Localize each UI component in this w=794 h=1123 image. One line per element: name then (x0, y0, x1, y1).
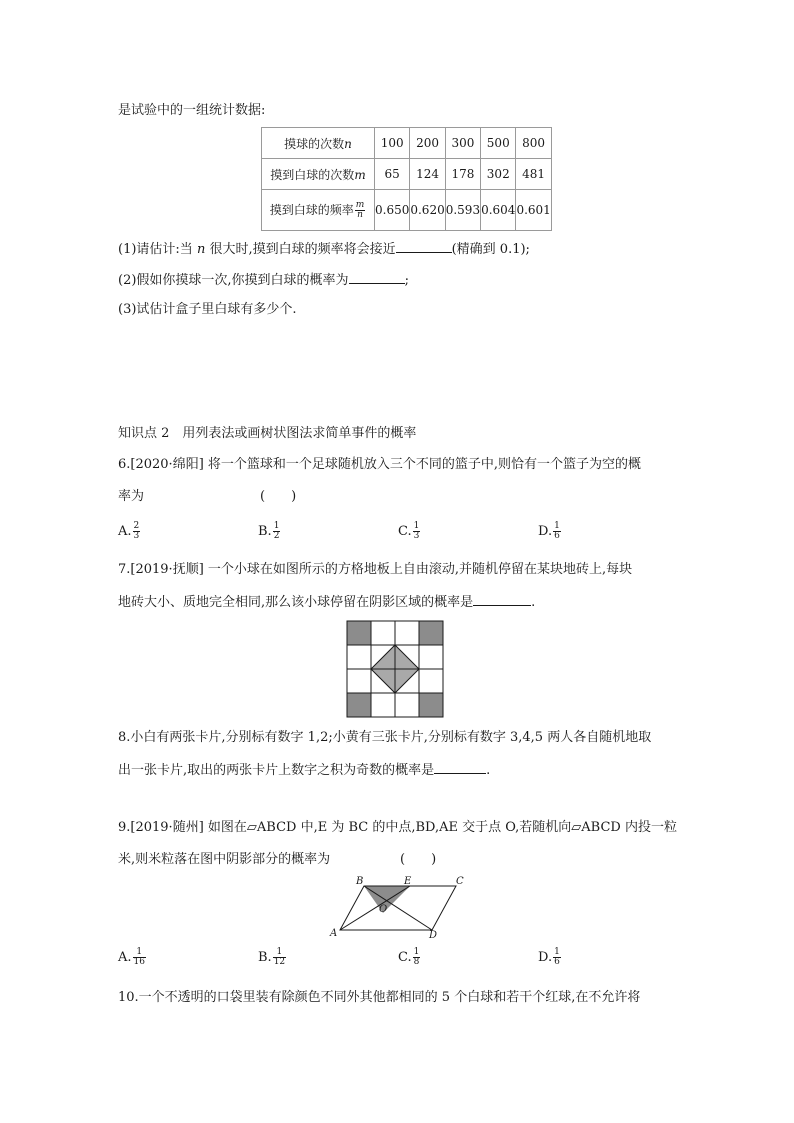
table-cell: 800 (516, 128, 551, 159)
label-c: C (456, 876, 464, 887)
answer-blank[interactable] (473, 591, 531, 606)
q9-option-a[interactable]: A. $\frac{1}{16}$ (118, 947, 145, 967)
table-row (262, 159, 552, 190)
table-cell: 65 (375, 159, 410, 190)
row-header: 摸球的次数n (262, 128, 375, 159)
row-header: 摸到白球的频率 $\frac{m}{n}$ (262, 190, 375, 231)
q6-line2: 率为 (118, 489, 145, 504)
table-cell: 100 (375, 128, 410, 159)
q9-option-b[interactable]: B. $\frac{1}{12}$ (258, 947, 286, 967)
q7-line1: 7.[2019·抚顺] 一个小球在如图所示的方格地板上自由滚动,并随机停留在某块地砖上,每块 (118, 562, 633, 577)
table-cell: 481 (516, 159, 551, 190)
answer-blank[interactable] (396, 238, 452, 253)
row-header: 摸到白球的次数m (262, 159, 375, 190)
answer-blank[interactable] (434, 759, 486, 774)
q6-option-a[interactable]: A. $\frac{2}{3}$ (118, 521, 140, 541)
shaded-tile (347, 621, 371, 645)
q9-option-d[interactable]: D. $\frac{1}{6}$ (538, 947, 560, 967)
sub-question-3: (3)试估计盒子里白球有多少个. (118, 302, 297, 317)
label-b: B (356, 876, 364, 887)
tile-grid-figure (346, 620, 444, 718)
q10-line1: 10.一个不透明的口袋里装有除颜色不同外其他都相同的 5 个白球和若干个红球,在不允许将 (118, 990, 641, 1005)
q6-line1: 6.[2020·绵阳] 将一个篮球和一个足球随机放入三个不同的篮子中,则恰有一个篮子为空的概 (118, 457, 642, 472)
table-cell: 0.593 (445, 190, 480, 231)
parallelogram-figure (326, 874, 470, 940)
table-cell: 302 (481, 159, 516, 190)
q6-option-c[interactable]: C. $\frac{1}{3}$ (398, 521, 420, 541)
shaded-tile (419, 621, 443, 645)
q8-line2: 出一张卡片,取出的两张卡片上数字之积为奇数的概率是 . (118, 759, 490, 781)
stats-table (261, 127, 552, 231)
label-e: E (404, 876, 412, 887)
q8-line1: 8.小白有两张卡片,分别标有数字 1,2;小黄有三张卡片,分别标有数字 3,4,5 两人各自随机地取 (118, 730, 652, 745)
shaded-tile (347, 693, 371, 717)
q6-option-b[interactable]: B. $\frac{1}{2}$ (258, 521, 280, 541)
q6-option-d[interactable]: D. $\frac{1}{6}$ (538, 521, 560, 541)
table-cell: 0.601 (516, 190, 551, 231)
q7-line2: 地砖大小、质地完全相同,那么该小球停留在阴影区域的概率是 . (118, 591, 535, 613)
table-row (262, 128, 552, 159)
table-row (262, 190, 552, 231)
fraction: $\frac{m}{n}$ (355, 199, 365, 220)
label-a: A (330, 928, 338, 939)
table-cell: 0.604 (481, 190, 516, 231)
intro-text: 是试验中的一组统计数据: (118, 103, 266, 118)
answer-paren[interactable]: ( ) (400, 852, 437, 867)
sub-question-2: (2)假如你摸球一次,你摸到白球的概率为 ; (118, 269, 409, 291)
answer-blank[interactable] (349, 269, 405, 284)
label-o: O (379, 904, 388, 915)
answer-paren[interactable]: ( ) (260, 489, 297, 504)
q9-option-c[interactable]: C. $\frac{1}{8}$ (398, 947, 420, 967)
table-cell: 124 (410, 159, 445, 190)
table-cell: 300 (445, 128, 480, 159)
table-cell: 0.650 (375, 190, 410, 231)
label-d: D (429, 930, 438, 940)
q9-line2: 米,则米粒落在图中阴影部分的概率为 (118, 852, 331, 867)
table-cell: 0.620 (410, 190, 445, 231)
sub-question-1: (1)请估计:当 n 很大时,摸到白球的频率将会接近 (精确到 0.1); (118, 238, 530, 260)
q9-line1: 9.[2019·随州] 如图在▱ABCD 中,E 为 BC 的中点,BD,AE 交于点 O,若随机向▱ABCD 内投一粒 (118, 820, 677, 835)
table-cell: 500 (481, 128, 516, 159)
section-title: 知识点 2 用列表法或画树状图法求简单事件的概率 (118, 426, 417, 441)
shaded-tile (419, 693, 443, 717)
table-cell: 200 (410, 128, 445, 159)
table-cell: 178 (445, 159, 480, 190)
